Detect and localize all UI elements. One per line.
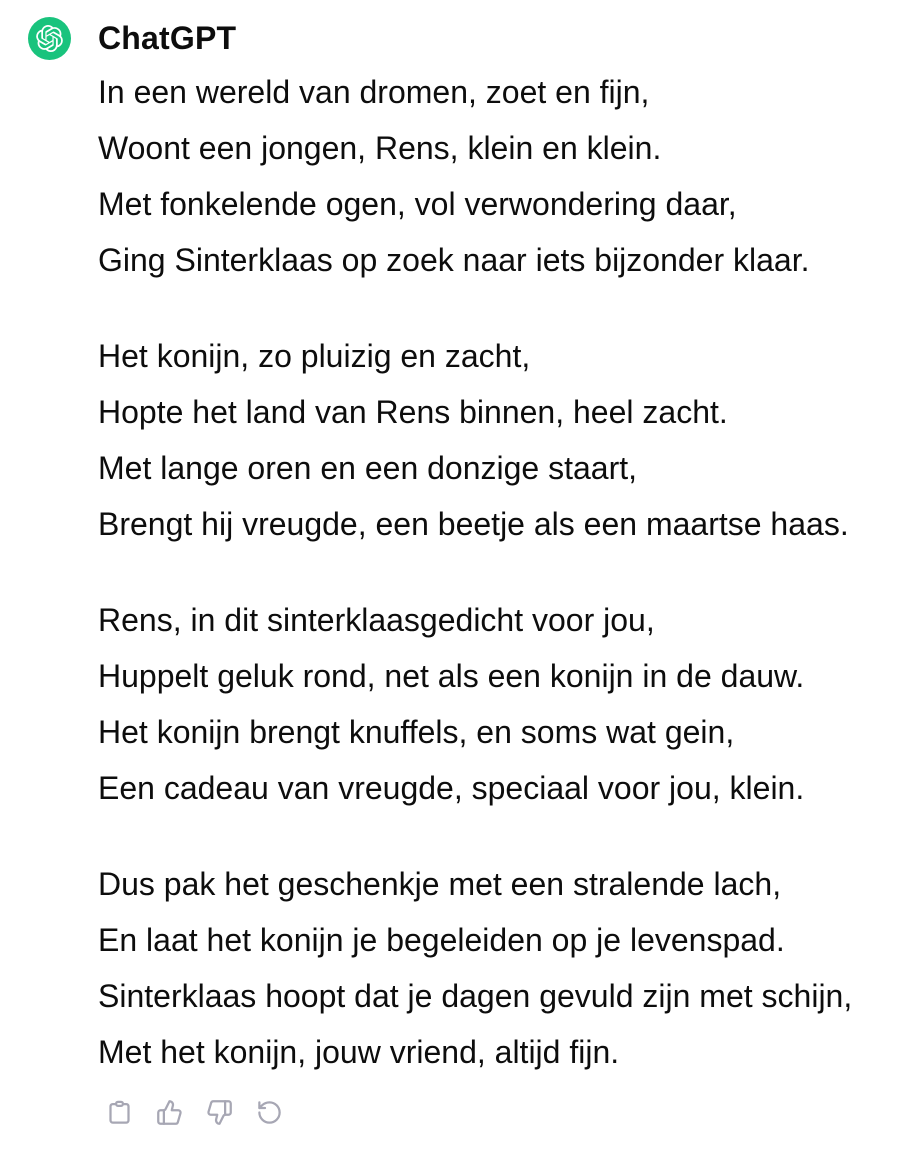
chatgpt-avatar	[28, 17, 71, 60]
thumbs-down-button[interactable]	[206, 1099, 233, 1126]
poem-stanza	[98, 328, 880, 552]
poem-line: In een wereld van dromen, zoet en fijn,	[98, 74, 650, 110]
poem-line: Met het konijn, jouw vriend, altijd fijn.	[98, 1034, 620, 1070]
poem-stanza	[98, 64, 880, 288]
poem-stanza	[98, 592, 880, 816]
thumbs-up-button[interactable]	[156, 1099, 183, 1126]
poem-line: Woont een jongen, Rens, klein en klein.	[98, 130, 662, 166]
message-content	[71, 0, 900, 1129]
regenerate-button[interactable]	[256, 1099, 283, 1126]
poem-line: Huppelt geluk rond, net als een konijn in de dauw.	[98, 658, 805, 694]
poem-line: Met lange oren en een donzige staart,	[98, 450, 638, 486]
poem-line: Rens, in dit sinterklaasgedicht voor jou,	[98, 602, 655, 638]
poem-line: En laat het konijn je begeleiden op je levenspad.	[98, 922, 785, 958]
message-actions	[106, 1095, 880, 1129]
poem-line: Het konijn, zo pluizig en zacht,	[98, 338, 531, 374]
clipboard-icon	[106, 1099, 133, 1126]
copy-button[interactable]	[106, 1099, 133, 1126]
poem-line: Sinterklaas hoopt dat je dagen gevuld zijn met schijn,	[98, 978, 853, 1014]
thumbs-down-icon	[206, 1099, 233, 1126]
poem-line: Brengt hij vreugde, een beetje als een maartse haas.	[98, 506, 849, 542]
poem-line: Met fonkelende ogen, vol verwondering daar,	[98, 186, 737, 222]
poem-line: Het konijn brengt knuffels, en soms wat gein,	[98, 714, 735, 750]
thumbs-up-icon	[156, 1099, 183, 1126]
poem-line: Een cadeau van vreugde, speciaal voor jou, klein.	[98, 770, 805, 806]
poem-line: Hopte het land van Rens binnen, heel zacht.	[98, 394, 728, 430]
openai-logo-icon	[36, 25, 63, 52]
rotate-ccw-icon	[256, 1099, 283, 1126]
poem	[98, 64, 880, 1080]
poem-stanza	[98, 856, 880, 1080]
sender-name: ChatGPT	[98, 20, 237, 56]
poem-line: Ging Sinterklaas op zoek naar iets bijzonder klaar.	[98, 242, 810, 278]
poem-line: Dus pak het geschenkje met een stralende lach,	[98, 866, 782, 902]
